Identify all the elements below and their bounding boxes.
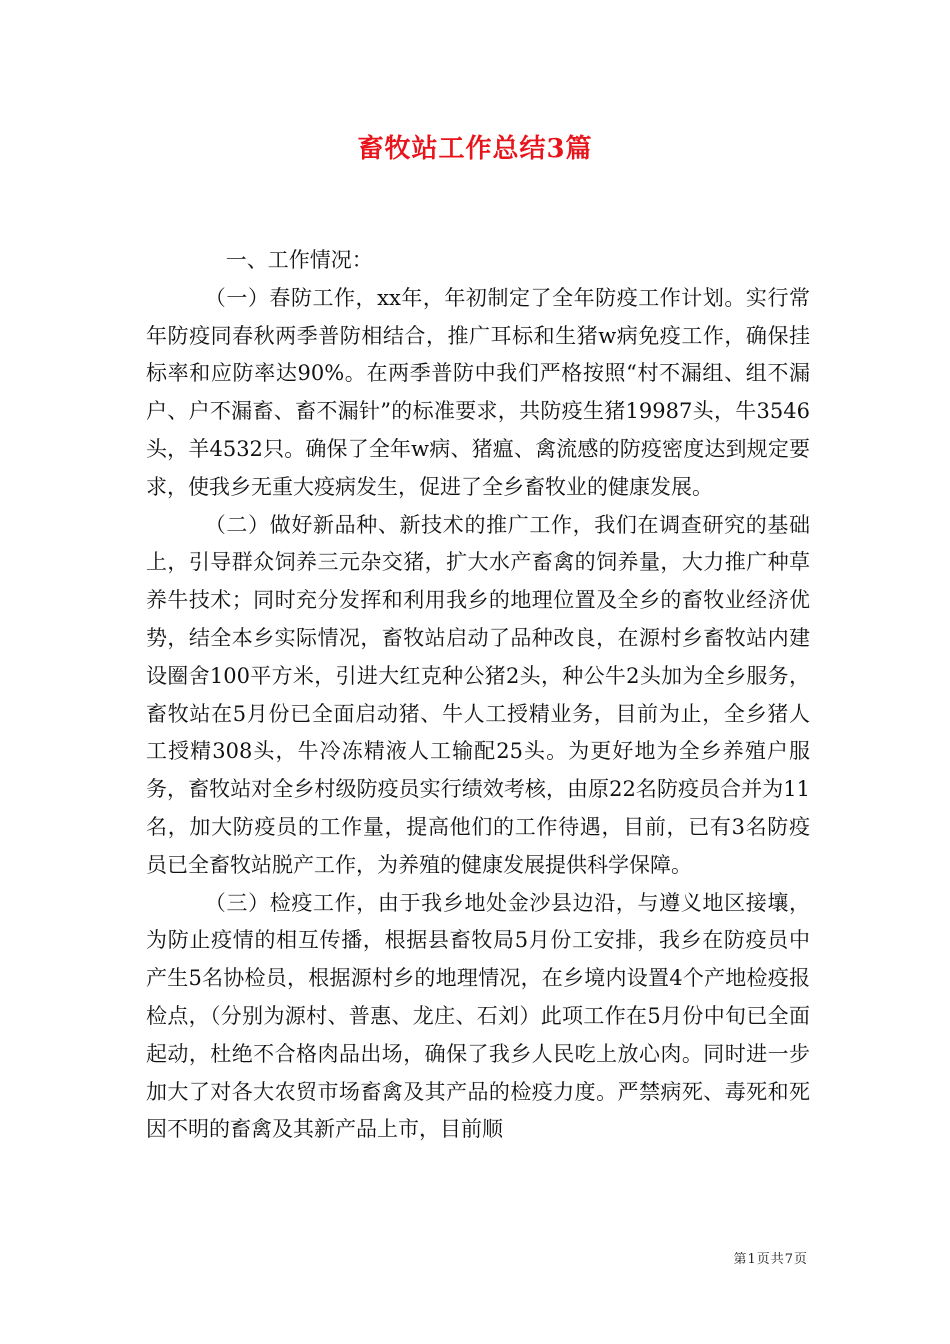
paragraph-new-varieties: （二）做好新品种、新技术的推广工作，我们在调查研究的基础上，引导群众饲养三元杂交猪，扩大水产畜禽的饲养量，大力推广种草养牛技术；同时充分发挥和利用我乡的地理位置及全乡的畜牧业经济优势，结全本乡实际情况，畜牧站启动了品种改良，在源村乡畜牧站内建设圈舍100平方米，引进大红克种公猪2头，种公牛2头加为全乡服务，畜牧站在5月份已全面启动猪、牛人工授精业务，目前为止，全乡猪人工授精308头，牛冷冻精液人工输配25头。为更好地为全乡养殖户服务，畜牧站对全乡村级防疫员实行绩效考核，由原22名防疫员合并为11名，加大防疫员的工作量，提高他们的工作待遇，目前，已有3名防疫员已全畜牧站脱产工作，为养殖的健康发展提供科学保障。: [146, 512, 810, 877]
paragraph-spring-prevention: （一）春防工作，xx年，年初制定了全年防疫工作计划。实行常年防疫同春秋两季普防相结合，推广耳标和生猪w病免疫工作，确保挂标率和应防率达90%。在两季普防中我们严格按照“村不漏组、组不漏户、户不漏畜、畜不漏针”的标准要求，共防疫生猪19987头，牛3546头，羊4532只。确保了全年w病、猪瘟、禽流感的防疫密度达到规定要求，使我乡无重大疫病发生，促进了全乡畜牧业的健康发展。: [146, 285, 810, 499]
document-body: [146, 242, 810, 1149]
page-number: 第1页共7页: [733, 1252, 808, 1267]
paragraph-quarantine: （三）检疫工作，由于我乡地处金沙县边沿，与遵义地区接壤，为防止疫情的相互传播，根据县畜牧局5月份工安排，我乡在防疫员中产生5名协检员，根据源村乡的地理情况，在乡境内设置4个产地检疫报检点，（分别为源村、普惠、龙庄、石刘）此项工作在5月份中旬已全面起动，杜绝不合格肉品出场，确保了我乡人民吃上放心肉。同时进一步加大了对各大农贸市场畜禽及其产品的检疫力度。严禁病死、毒死和死因不明的畜禽及其新产品上市，目前顺: [146, 890, 810, 1142]
section-heading: 一、工作情况：: [225, 248, 373, 272]
document-title: 畜牧站工作总结3篇: [357, 134, 593, 164]
